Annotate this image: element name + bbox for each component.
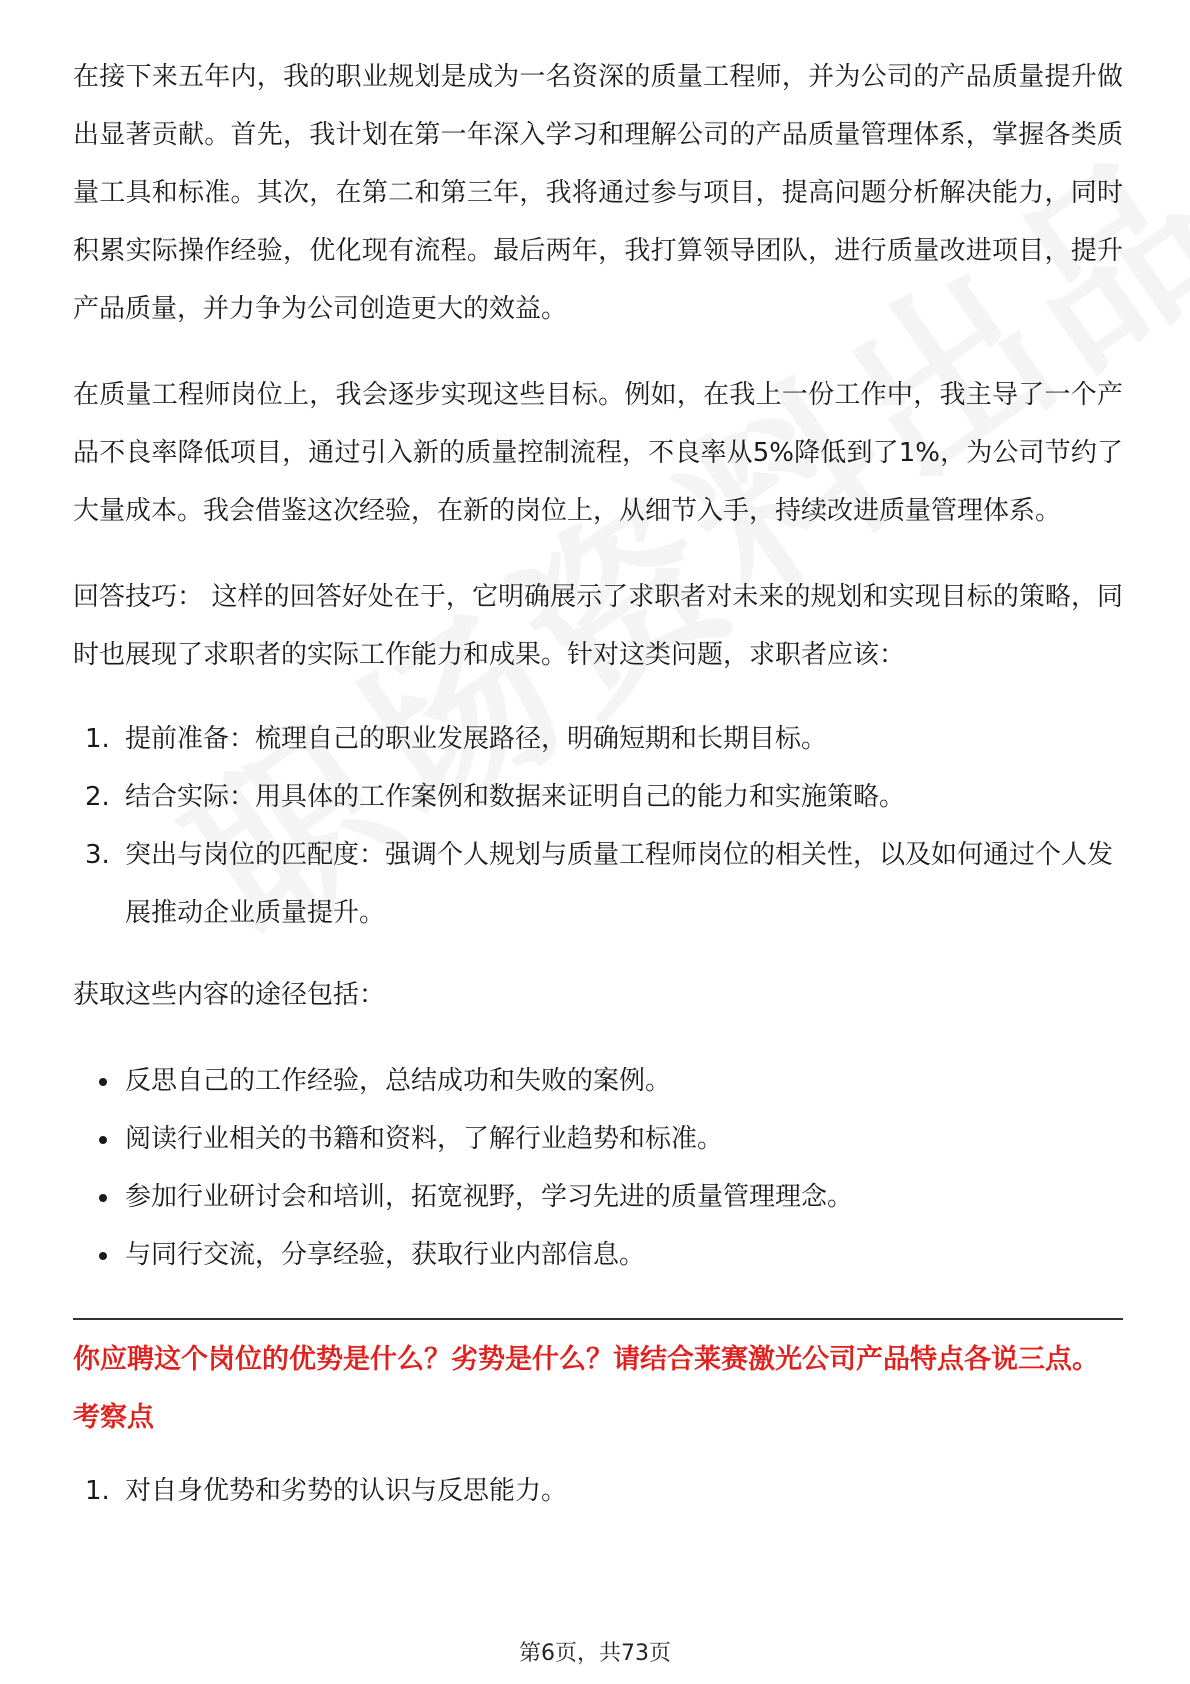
paragraph-achievement: 在质量工程师岗位上，我会逐步实现这些目标。例如，在我上一份工作中，我主导了一个产品不良率降低项目，通过引入新的质量控制流程，不良率从5%降低到了1%，为公司节约了大量成本。我会借鉴这次经验，在新的岗位上，从细节入手，持续改进质量管理体系。: [73, 380, 1123, 526]
ways-intro: 获取这些内容的途径包括：: [73, 980, 386, 1010]
list-item: [73, 1226, 1123, 1284]
list-text: 参加行业研讨会和培训，拓宽视野，学习先进的质量管理理念。: [125, 1182, 854, 1212]
list-item: [73, 1052, 1123, 1110]
bullet-icon: [99, 1078, 107, 1086]
list-text: 结合实际：用具体的工作案例和数据来证明自己的能力和实施策略。: [125, 782, 906, 812]
bullet-icon: [99, 1136, 107, 1144]
bullet-icon: [99, 1194, 107, 1202]
list-text: 突出与岗位的匹配度：强调个人规划与质量工程师岗位的相关性，以及如何通过个人发展推动企业质量提升。: [125, 840, 1114, 928]
list-item: [73, 1462, 1123, 1520]
section-title: 考察点: [73, 1402, 154, 1433]
section-divider: [73, 1318, 1123, 1320]
paragraph-answer-tips: 回答技巧： 这样的回答好处在于，它明确展示了求职者对未来的规划和实现目标的策略，同时也展现了求职者的实际工作能力和成果。针对这类问题，求职者应该：: [73, 582, 1123, 670]
points-list: [73, 1462, 1123, 1520]
list-item: [73, 1110, 1123, 1168]
list-text: 反思自己的工作经验，总结成功和失败的案例。: [125, 1066, 672, 1096]
paragraph-career-plan: 在接下来五年内，我的职业规划是成为一名资深的质量工程师，并为公司的产品质量提升做出显著贡献。首先，我计划在第一年深入学习和理解公司的产品质量管理体系，掌握各类质量工具和标准。其次，在第二和第三年，我将通过参与项目，提高问题分析解决能力，同时积累实际操作经验，优化现有流程。最后两年，我打算领导团队，进行质量改进项目，提升产品质量，并力争为公司创造更大的效益。: [73, 62, 1123, 324]
list-text: 提前准备：梳理自己的职业发展路径，明确短期和长期目标。: [125, 724, 828, 754]
bullet-icon: [99, 1252, 107, 1260]
list-number: 1.: [85, 724, 110, 754]
list-item: [73, 1168, 1123, 1226]
list-item: [73, 710, 1123, 768]
list-text: 与同行交流，分享经验，获取行业内部信息。: [125, 1240, 646, 1270]
list-number: 1.: [85, 1476, 110, 1506]
list-item: [73, 768, 1123, 826]
list-number: 2.: [85, 782, 110, 812]
list-item: [73, 826, 1123, 942]
page-footer: 第6页，共73页: [519, 1641, 671, 1666]
list-text: 对自身优势和劣势的认识与反思能力。: [125, 1476, 568, 1506]
question-heading: 你应聘这个岗位的优势是什么？劣势是什么？请结合莱赛激光公司产品特点各说三点。: [73, 1344, 1099, 1375]
list-number: 3.: [85, 840, 110, 870]
page-content: [73, 48, 1123, 1520]
ways-list: [73, 1052, 1123, 1284]
tips-list: [73, 710, 1123, 942]
list-text: 阅读行业相关的书籍和资料，了解行业趋势和标准。: [125, 1124, 724, 1154]
